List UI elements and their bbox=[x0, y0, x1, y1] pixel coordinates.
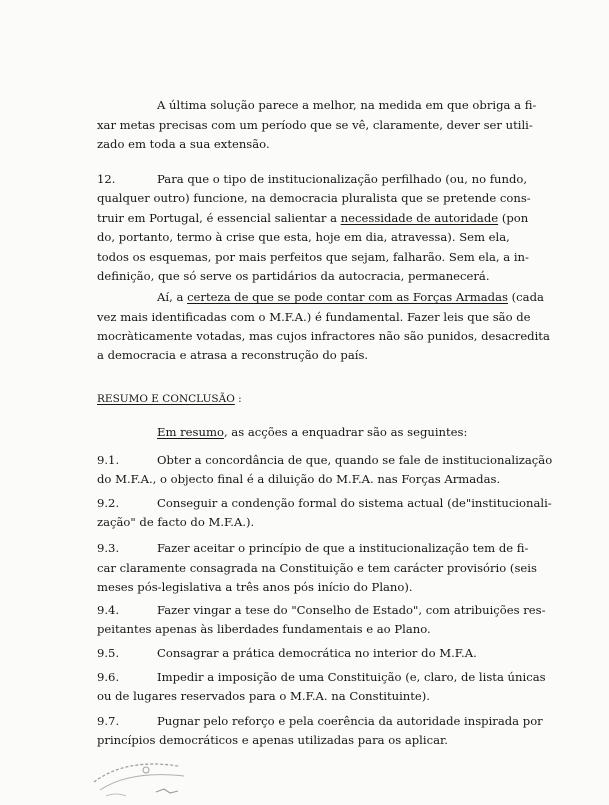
item-line: Conseguir a condenção formal do sistema actual (de"institucionali- bbox=[157, 496, 552, 510]
s12-line-2: qualquer outro) funcione, na democracia pluralista que se pretende cons- bbox=[97, 191, 531, 205]
s12-line-3-post: (pon bbox=[498, 211, 529, 225]
intro-line-1: A última solução parece a melhor, na medida em que obriga a fi- bbox=[157, 98, 537, 112]
s12b-line-1-pre: Aí, a bbox=[157, 290, 188, 304]
item-number: 9.6. bbox=[97, 670, 120, 684]
item-line: princípios democráticos e apenas utilizadas para os aplicar. bbox=[97, 733, 448, 747]
archive-stamp-icon bbox=[86, 752, 196, 802]
item-number: 9.1. bbox=[97, 453, 120, 467]
summary-intro-rest: , as acções a enquadrar são as seguintes: bbox=[223, 425, 468, 439]
s12b-line-1 bbox=[157, 290, 544, 304]
s12b-line-3: mocràticamente votadas, mas cujos infractores não são punidos, desacredita bbox=[97, 329, 550, 343]
item-line: Consagrar a prática democrática no interior do M.F.A. bbox=[157, 646, 477, 660]
item-line: meses pós-legislativa a três anos pós início do Plano). bbox=[97, 580, 413, 594]
intro-line-2: xar metas precisas com um período que se vê, claramente, dever ser utili- bbox=[97, 118, 533, 132]
item-line: Obter a concordância de que, quando se fale de institucionalização bbox=[157, 453, 553, 467]
underlined-phrase: necessidade de autoridade bbox=[340, 211, 499, 225]
item-line: zação" de facto do M.F.A.). bbox=[97, 515, 255, 529]
item-line: peitantes apenas às liberdades fundamentais e ao Plano. bbox=[97, 622, 431, 636]
summary-intro-underlined: Em resumo bbox=[157, 425, 224, 439]
underlined-phrase: certeza de que se pode contar com as Forças Armadas bbox=[187, 290, 508, 304]
s12b-line-1-post: (cada bbox=[507, 290, 544, 304]
s12b-line-4: a democracia e atrasa a reconstrução do país. bbox=[97, 348, 369, 362]
item-number: 9.5. bbox=[97, 646, 120, 660]
summary-intro bbox=[157, 425, 467, 439]
item-number: 9.2. bbox=[97, 496, 120, 510]
item-line: ou de lugares reservados para o M.F.A. na Constituinte). bbox=[97, 689, 430, 703]
item-number: 9.4. bbox=[97, 603, 120, 617]
s12-line-3 bbox=[97, 211, 528, 225]
s12b-line-2: vez mais identificadas com o M.F.A.) é fundamental. Fazer leis que são de bbox=[97, 310, 531, 324]
item-number: 9.7. bbox=[97, 714, 120, 728]
item-line: Impedir a imposição de uma Constituição (e, claro, de lista únicas bbox=[157, 670, 546, 684]
s12-line-5: todos os esquemas, por mais perfeitos que sejam, falharão. Sem ela, a in- bbox=[97, 250, 529, 264]
section-number: 12. bbox=[97, 172, 116, 186]
item-line: Pugnar pelo reforço e pela coerência da autoridade inspirada por bbox=[157, 714, 543, 728]
summary-heading-suffix: : bbox=[234, 393, 242, 405]
item-number: 9.3. bbox=[97, 541, 120, 555]
s12-line-6: definição, que só serve os partidários da autocracia, permanecerá. bbox=[97, 269, 490, 283]
summary-heading-text: RESUMO E CONCLUSÃO bbox=[97, 393, 235, 405]
s12-line-3-pre: truir em Portugal, é essencial salientar a bbox=[97, 211, 341, 225]
s12-line-4: do, portanto, termo à crise que esta, hoje em dia, atravessa). Sem ela, bbox=[97, 230, 510, 244]
intro-line-3: zado em toda a sua extensão. bbox=[97, 137, 270, 151]
item-line: car claramente consagrada na Constituição e tem carácter provisório (seis bbox=[97, 561, 537, 575]
s12-line-1: Para que o tipo de institucionalização perfilhado (ou, no fundo, bbox=[157, 172, 528, 186]
summary-heading bbox=[97, 392, 242, 406]
item-line: do M.F.A., o objecto final é a diluição do M.F.A. nas Forças Armadas. bbox=[97, 472, 501, 486]
item-line: Fazer vingar a tese do "Conselho de Estado", com atribuições res- bbox=[157, 603, 546, 617]
item-line: Fazer aceitar o princípio de que a institucionalização tem de fi- bbox=[157, 541, 529, 555]
